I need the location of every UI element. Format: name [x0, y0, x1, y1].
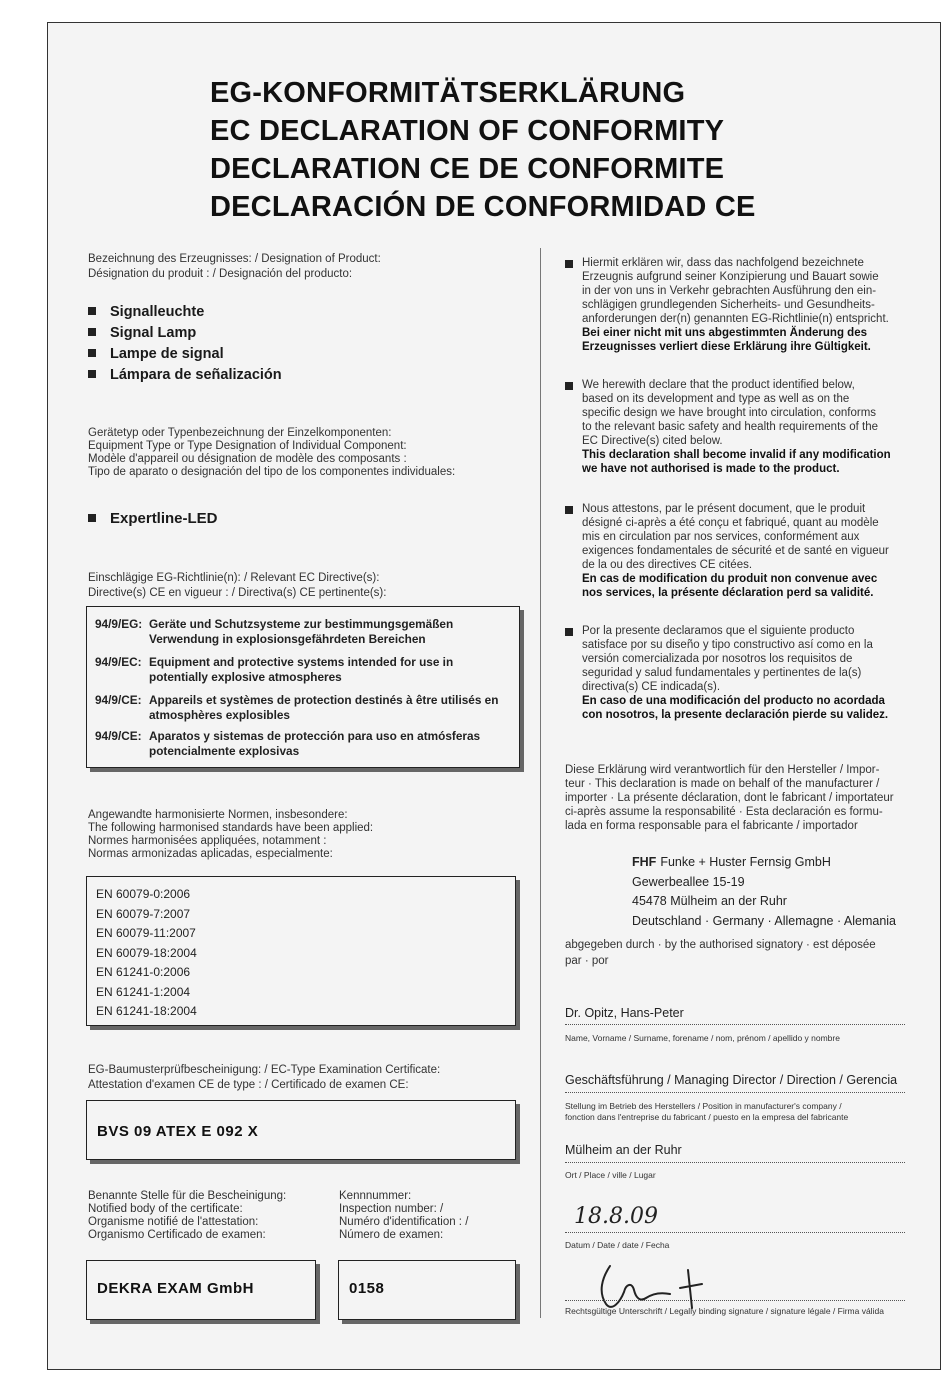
place-caption: Ort / Place / ville / Lugar [565, 1170, 656, 1180]
standards-labels [88, 809, 373, 861]
divider [565, 1024, 905, 1025]
standards-label: Normes harmonisées appliquées, notamment : [88, 835, 327, 847]
product-name-fr: Lampe de signal [88, 344, 282, 365]
product-names [88, 302, 282, 386]
directive-item: 94/9/CE: Aparatos y sistemas de protección para uso en atmósferas potencialmente explosivas [95, 729, 481, 758]
divider [565, 1232, 905, 1233]
standards-label: The following harmonised standards have been applied: [88, 822, 374, 834]
standard-item: EN 60079-0:2006 [96, 887, 191, 901]
standard-item: EN 60079-11:2007 [96, 926, 196, 940]
product-name-es: Lámpara de señalización [88, 365, 282, 386]
divider [565, 1162, 905, 1163]
directive-label-1: Einschlägige EG-Richtlinie(n): / Relevant EC Directive(s): [88, 572, 380, 584]
manufacturer-street: Gewerbeallee 15-19 [632, 874, 745, 889]
date-caption: Datum / Date / date / Fecha [565, 1240, 670, 1250]
bullet-square-icon [88, 370, 96, 378]
notified-body-name: DEKRA EXAM GmbH [97, 1280, 254, 1297]
bullet-square-icon [565, 260, 573, 268]
standard-item: EN 61241-0:2006 [96, 965, 191, 979]
manufacturer-country: Deutschland · Germany · Allemagne · Alemania [632, 913, 897, 928]
name-caption: Name, Vorname / Surname, forename / nom, prénom / apellido y nombre [565, 1033, 840, 1043]
position-caption-1: Stellung im Betrieb des Herstellers / Position in manufacturer's company / [565, 1101, 842, 1111]
title-fr: DECLARATION CE DE CONFORMITE [210, 153, 725, 185]
standard-item: EN 60079-18:2004 [96, 945, 197, 960]
inspection-label: Kennnummer: [339, 1190, 412, 1202]
bullet-square-icon [88, 514, 96, 522]
bullet-square-icon [565, 382, 573, 390]
certificate-number: BVS 09 ATEX E 092 X [97, 1123, 259, 1140]
standard-item: EN 61241-18:2004 [96, 1004, 197, 1018]
standards-label: Normas armonizadas aplicadas, especialmente: [88, 848, 333, 860]
certificate-label-1: EG-Baumusterprüfbescheinigung: / EC-Type Examination Certificate: [88, 1064, 441, 1076]
inspection-number: 0158 [349, 1280, 385, 1297]
product-label-1: Bezeichnung des Erzeugnisses: / Designation of Product: [88, 253, 381, 265]
type-label: Gerätetyp oder Typenbezeichnung der Einzelkomponenten: [88, 427, 392, 439]
standards-box [86, 876, 516, 1026]
column-divider [540, 248, 541, 1318]
product-name-en: Signal Lamp [88, 323, 282, 344]
bullet-square-icon [88, 328, 96, 336]
inspection-labels [339, 1190, 468, 1242]
signatory-position: Geschäftsführung / Managing Director / Direction / Gerencia [565, 1073, 898, 1087]
bullet-square-icon [565, 628, 573, 636]
manufacturer-address [632, 853, 896, 931]
bullet-square-icon [88, 307, 96, 315]
inspection-label: Inspection number: / [339, 1203, 444, 1215]
inspection-label: Numéro d'identification : / [339, 1216, 469, 1228]
issued-by: abgegeben durch · by the authorised signatory · est déposée par · por [565, 939, 876, 967]
notified-body-label: Benannte Stelle für die Bescheinigung: [88, 1190, 287, 1202]
inspection-box [338, 1260, 516, 1320]
responsibility-statement: Diese Erklärung wird verantwortlich für den Hersteller / Impor- teur · This declaration is made on behalf of the manufacturer / importer · La présente déclaration, dont le fabricant / importateur ci-après assume la responsabilité · Esta declaración es formu- lada en forma responsable para el fabricante / importador [565, 764, 894, 832]
notified-body-labels [88, 1190, 286, 1242]
directive-label-2: Directive(s) CE en vigueur : / Directiva(s) CE pertinente(s): [88, 587, 387, 599]
manufacturer-name: Funke + Huster Fernsig GmbH [660, 855, 831, 869]
product-label-2: Désignation du produit : / Designación del producto: [88, 268, 353, 280]
signatory-place: Mülheim an der Ruhr [565, 1143, 682, 1157]
position-caption-2: fonction dans l'entreprise du fabricant / puesto en la empresa del fabricante [565, 1112, 849, 1122]
type-label: Equipment Type or Type Designation of Individual Component: [88, 440, 407, 452]
standards-label: Angewandte harmonisierte Normen, insbesondere: [88, 809, 348, 821]
title-block [210, 74, 810, 226]
directive-item: 94/9/EG: Geräte und Schutzsysteme zur bestimmungsgemäßen Verwendung in explosionsgefährdeten Bereichen [95, 617, 454, 646]
bullet-square-icon [88, 349, 96, 357]
certificate-label-2: Attestation d'examen CE de type : / Certificado de examen CE: [88, 1079, 409, 1091]
type-labels [88, 427, 455, 479]
inspection-label: Número de examen: [339, 1229, 444, 1241]
notified-body-label: Notified body of the certificate: [88, 1203, 243, 1215]
title-en: EC DECLARATION OF CONFORMITY [210, 115, 725, 147]
directive-item: 94/9/CE: Appareils et systèmes de protection destinés à être utilisés en atmosphères explosibles [95, 693, 499, 722]
manufacturer-logo: FHF [632, 855, 657, 869]
manufacturer-city: 45478 Mülheim an der Ruhr [632, 894, 787, 908]
notified-body-label: Organismo Certificado de examen: [88, 1229, 266, 1241]
notified-body-label: Organisme notifié de l'attestation: [88, 1216, 259, 1228]
type-label: Tipo de aparato o designación del tipo de los componentes individuales: [88, 466, 456, 478]
signature-caption: Rechtsgültige Unterschrift / Legally binding signature / signature légale / Firma válida [565, 1306, 884, 1316]
product-name-de: Signalleuchte [88, 302, 282, 323]
type-value: Expertline-LED [88, 508, 218, 529]
signatory-name: Dr. Opitz, Hans-Peter [565, 1006, 684, 1020]
bullet-square-icon [565, 506, 573, 514]
divider [565, 1092, 905, 1093]
notified-body-box [86, 1260, 316, 1320]
divider [565, 1300, 905, 1301]
signatory-date: 18.8.09 [574, 1204, 658, 1229]
standard-item: EN 60079-7:2007 [96, 906, 191, 921]
certificate-box [86, 1100, 516, 1160]
title-es: DECLARACIÓN DE CONFORMIDAD CE [210, 191, 756, 223]
directives-box [86, 606, 520, 768]
directive-item: 94/9/EC: Equipment and protective systems intended for use in potentially explosive atmospheres [95, 655, 454, 684]
standard-item: EN 61241-1:2004 [96, 984, 191, 999]
title-de: EG-KONFORMITÄTSERKLÄRUNG [210, 77, 686, 109]
type-label: Modèle d'appareil ou désignation de modèle des composants : [88, 453, 407, 465]
